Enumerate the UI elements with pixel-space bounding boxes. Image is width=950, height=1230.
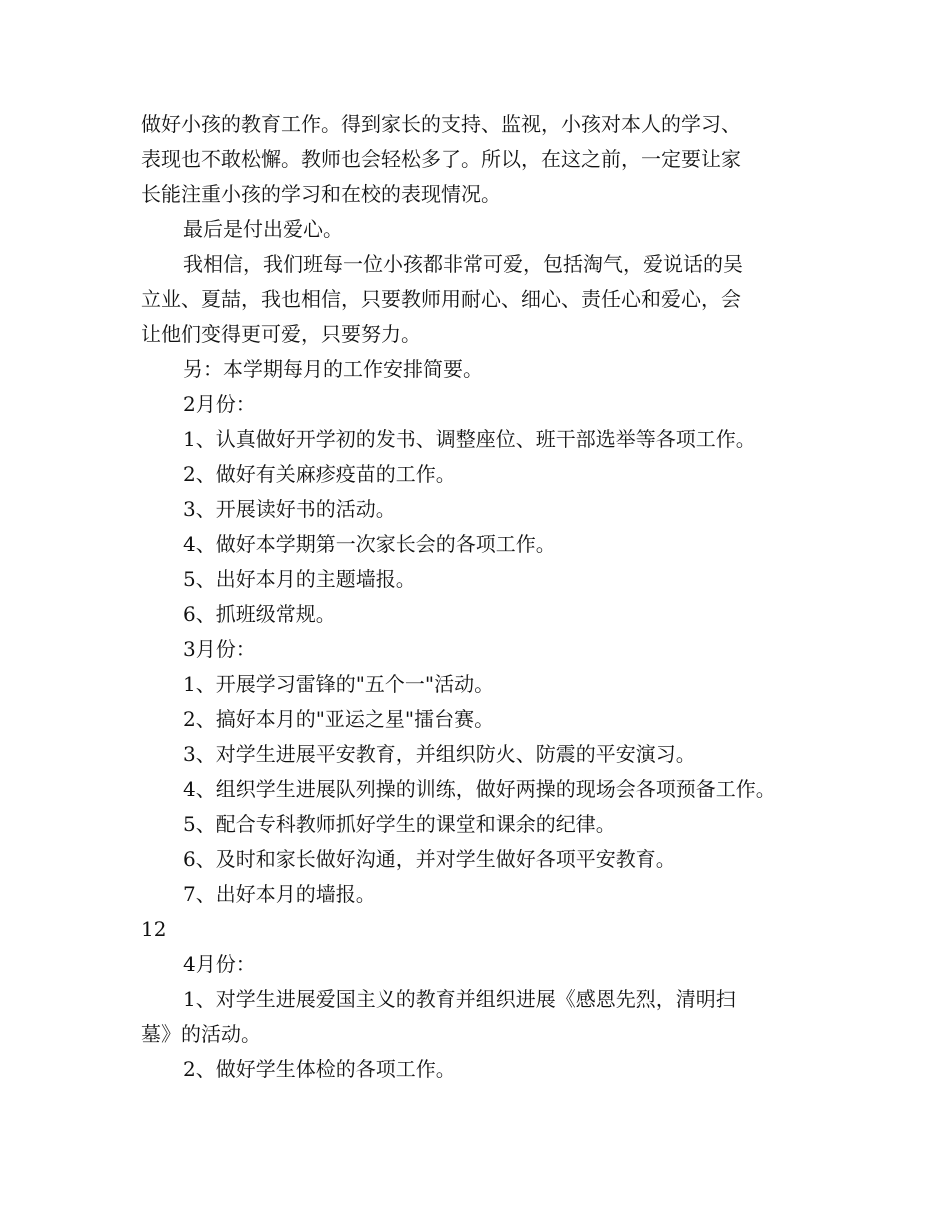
paragraph-line: 长能注重小孩的学习和在校的表现情况。 bbox=[141, 182, 501, 206]
list-item-continuation: 墓》的活动。 bbox=[141, 1022, 261, 1046]
list-item: 3、对学生进展平安教育，并组织防火、防震的平安演习。 bbox=[183, 742, 696, 766]
month-heading: 4月份： bbox=[183, 952, 256, 976]
list-item: 6、抓班级常规。 bbox=[183, 602, 336, 626]
list-item: 1、认真做好开学初的发书、调整座位、班干部选举等各项工作。 bbox=[183, 427, 756, 451]
month-heading: 3月份： bbox=[183, 637, 256, 661]
list-item: 1、对学生进展爱国主义的教育并组织进展《感恩先烈，清明扫 bbox=[183, 987, 736, 1011]
list-item: 5、出好本月的主题墙报。 bbox=[183, 567, 416, 591]
month-heading: 2月份： bbox=[183, 392, 256, 416]
list-item: 2、做好学生体检的各项工作。 bbox=[183, 1057, 456, 1081]
list-item: 2、做好有关麻疹疫苗的工作。 bbox=[183, 462, 456, 486]
page-number: 12 bbox=[141, 917, 167, 941]
paragraph-line: 让他们变得更可爱，只要努力。 bbox=[141, 322, 421, 346]
paragraph-line: 另：本学期每月的工作安排简要。 bbox=[183, 357, 483, 381]
paragraph-line: 表现也不敢松懈。教师也会轻松多了。所以，在这之前，一定要让家 bbox=[141, 147, 741, 171]
paragraph-line: 做好小孩的教育工作。得到家长的支持、监视，小孩对本人的学习、 bbox=[141, 112, 741, 136]
paragraph-line: 立业、夏喆，我也相信，只要教师用耐心、细心、责任心和爱心，会 bbox=[141, 287, 741, 311]
list-item: 5、配合专科教师抓好学生的课堂和课余的纪律。 bbox=[183, 812, 616, 836]
list-item: 7、出好本月的墙报。 bbox=[183, 882, 376, 906]
list-item: 4、组织学生进展队列操的训练，做好两操的现场会各项预备工作。 bbox=[183, 777, 776, 801]
list-item: 4、做好本学期第一次家长会的各项工作。 bbox=[183, 532, 556, 556]
list-item: 6、及时和家长做好沟通，并对学生做好各项平安教育。 bbox=[183, 847, 676, 871]
list-item: 2、搞好本月的"亚运之星"擂台赛。 bbox=[183, 707, 495, 731]
list-item: 3、开展读好书的活动。 bbox=[183, 497, 396, 521]
list-item: 1、开展学习雷锋的"五个一"活动。 bbox=[183, 672, 495, 696]
paragraph-line: 我相信，我们班每一位小孩都非常可爱，包括淘气，爱说话的吴 bbox=[183, 252, 743, 276]
paragraph-line: 最后是付出爱心。 bbox=[183, 217, 343, 241]
